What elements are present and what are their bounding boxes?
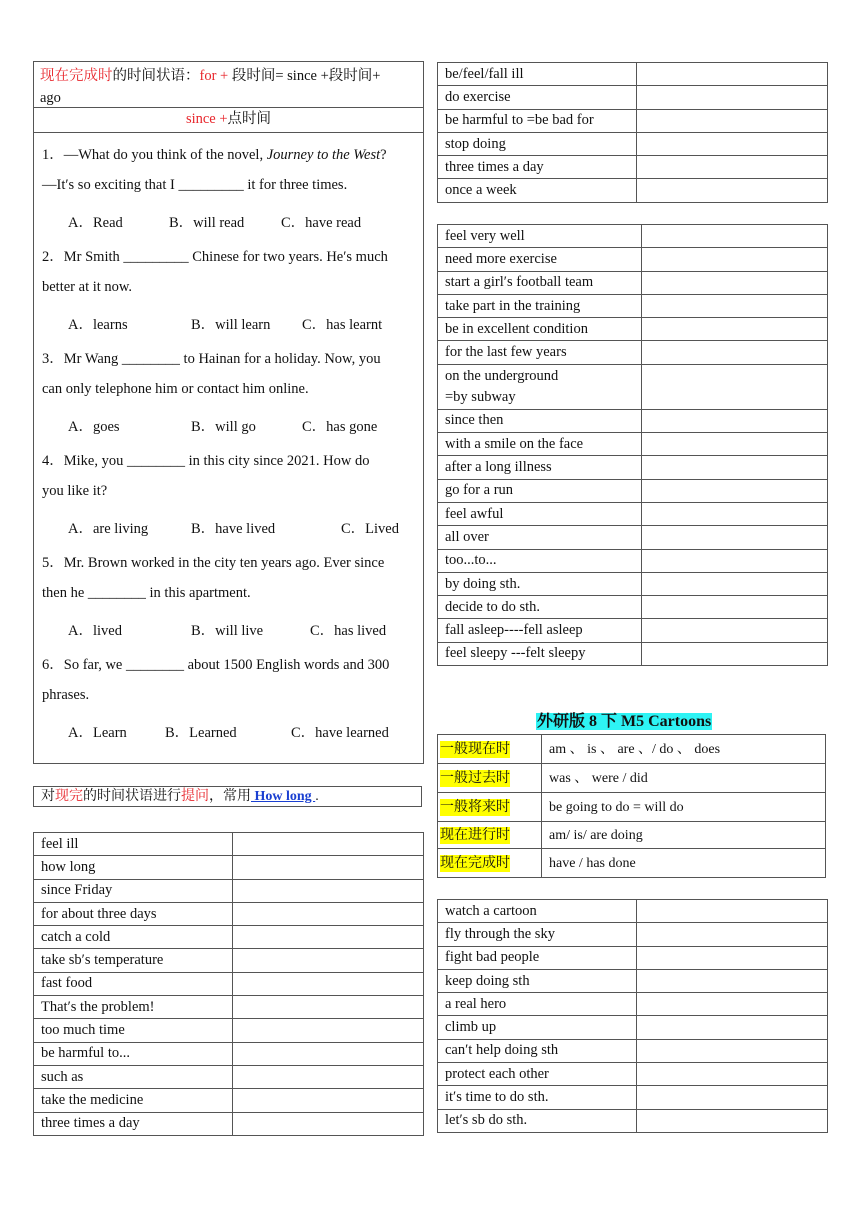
phrase-cell: decide to do sth. [438,596,642,619]
answer-cell[interactable] [642,318,828,341]
option-b[interactable]: B．Learned [165,725,237,741]
answer-cell[interactable] [642,596,828,619]
answer-cell[interactable] [233,902,424,925]
phrase-cell: start a girl′s football team [438,271,642,294]
answer-cell[interactable] [642,225,828,248]
answer-cell[interactable] [233,1042,424,1065]
table-row [34,1065,424,1088]
option-b[interactable]: B．will go [191,419,256,435]
table-row [438,86,828,109]
answer-cell[interactable] [233,949,424,972]
phrase-cell: such as [34,1065,233,1088]
table-row [34,1112,424,1135]
question-5-line-2: then he ________ in this apartment. [42,585,251,601]
phrase-cell: a real hero [438,993,637,1016]
answer-cell[interactable] [637,109,828,132]
right-vocab-table-2 [437,224,828,666]
table-row [34,902,424,925]
option-c[interactable]: C．has learnt [302,317,383,333]
phrase-cell: three times a day [34,1112,233,1135]
question-number: 5． [42,555,64,571]
table-row [34,926,424,949]
table-row [438,526,828,549]
tense-table [437,734,826,878]
answer-cell[interactable] [637,86,828,109]
header-rule: 段时间= since +段时间+ [228,68,381,84]
table-row [34,996,424,1019]
table-row [438,923,828,946]
tense-name: 现在进行时 [440,827,510,843]
phrase-cell: can′t help doing sth [438,1039,637,1062]
phrase-cell: let′s sb do sth. [438,1109,637,1132]
table-row [438,479,828,502]
table-row [438,969,828,992]
table-row [438,409,828,432]
question-text: —What do you think of the novel, [63,147,267,163]
table-row [438,572,828,595]
table-row [438,619,828,642]
answer-cell[interactable] [233,1019,424,1042]
question-3-line-1 [42,347,381,368]
answer-cell[interactable] [637,156,828,179]
phrase-cell: catch a cold [34,926,233,949]
question-text: So far, we ________ about 1500 English words and 300 [63,657,390,673]
question-area [34,133,423,763]
table-row [438,271,828,294]
table-row [438,294,828,317]
answer-cell[interactable] [642,642,828,665]
answer-cell[interactable] [233,1065,424,1088]
phrase-cell: That′s the problem! [34,996,233,1019]
answer-cell[interactable] [642,364,828,409]
answer-cell[interactable] [637,946,828,969]
table-row [438,596,828,619]
answer-cell[interactable] [637,1109,828,1132]
tense-name-cell [438,849,542,878]
answer-cell[interactable] [637,1016,828,1039]
answer-cell[interactable] [642,248,828,271]
question-text: Mr Smith _________ Chinese for two years. He′s much [63,249,388,265]
phrase-cell: feel awful [438,502,642,525]
table-row [438,179,828,202]
table-row [438,364,828,409]
phrase-cell: by doing sth. [438,572,642,595]
grammar-box [33,61,424,764]
right-vocab-table-1 [437,62,828,203]
option-b[interactable]: B．will live [191,623,264,639]
option-c[interactable]: C．have learned [291,725,389,741]
since-label: since + [185,111,228,127]
tense-row [438,822,826,849]
question-number: 1． [42,147,64,163]
tense-name-cell [438,735,542,764]
answer-cell[interactable] [642,526,828,549]
howlong-note [33,786,422,807]
question-4-line-2: you like it? [42,483,108,499]
tense-name: 一般将来时 [440,799,510,815]
answer-cell[interactable] [233,926,424,949]
question-1-line-2: —It′s so exciting that I _________ it for three times. [42,177,348,193]
option-b[interactable]: B．will learn [191,317,271,333]
question-6-line-1 [42,653,389,674]
answer-cell[interactable] [637,63,828,86]
tense-name-cell [438,764,542,793]
table-row [34,856,424,879]
tense-name: 现在完成时 [440,855,510,871]
table-row [34,833,424,856]
grammar-header [34,62,423,108]
since-text: 点时间 [227,111,272,127]
answer-cell[interactable] [233,1089,424,1112]
table-row [438,502,828,525]
option-a[interactable]: A．learns [68,317,128,333]
table-row [438,1086,828,1109]
module-title [536,711,712,733]
option-c[interactable]: C．has lived [310,623,387,639]
table-row [438,549,828,572]
phrase-cell: take the medicine [34,1089,233,1112]
table-row [438,900,828,923]
answer-cell[interactable] [642,479,828,502]
table-row [438,1063,828,1086]
table-row [438,1109,828,1132]
module-title-text: 外研版 8 下 M5 Cartoons [537,713,712,730]
tense-name: 一般现在时 [440,741,510,757]
answer-cell[interactable] [637,993,828,1016]
tense-name: 现在完成时 [40,68,113,84]
phrase-cell: climb up [438,1016,637,1039]
phrase-cell: three times a day [438,156,637,179]
question-text: ? [380,147,387,163]
phrase-cell: it′s time to do sth. [438,1086,637,1109]
option-a[interactable]: A．Read [68,215,123,231]
option-c[interactable]: C．Lived [341,521,399,537]
answer-cell[interactable] [637,1063,828,1086]
answer-cell[interactable] [233,972,424,995]
answer-cell[interactable] [637,179,828,202]
question-4-line-1 [42,449,369,470]
question-3-line-2: can only telephone him or contact him online. [42,381,309,397]
phrase-cell: with a smile on the face [438,433,642,456]
phrase-line: on the underground [445,367,559,384]
answer-cell[interactable] [637,923,828,946]
question-text: Mr Wang ________ to Hainan for a holiday. Now, you [63,351,381,367]
table-row [438,225,828,248]
tense-form: am 、 is 、 are 、/ do 、 does [542,735,826,764]
phrase-cell: fast food [34,972,233,995]
phrase-line: =by subway [445,388,516,405]
answer-cell[interactable] [642,341,828,364]
table-row [438,946,828,969]
left-vocab-table [33,832,424,1136]
table-row [34,1089,424,1112]
phrase-cell: be/feel/fall ill [438,63,637,86]
answer-cell[interactable] [642,549,828,572]
option-a[interactable]: A．goes [68,419,120,435]
table-row [34,879,424,902]
phrase-cell: for about three days [34,902,233,925]
phrase-cell: feel very well [438,225,642,248]
option-a[interactable]: A．are living [68,521,149,537]
phrase-cell: watch a cartoon [438,900,637,923]
answer-cell[interactable] [642,572,828,595]
answer-cell[interactable] [637,1086,828,1109]
phrase-cell: for the last few years [438,341,642,364]
answer-cell[interactable] [637,900,828,923]
answer-cell[interactable] [642,619,828,642]
how-long-link[interactable]: How long [251,789,316,804]
table-row [438,993,828,1016]
question-1-line-1 [42,143,387,164]
phrase-cell: take sb′s temperature [34,949,233,972]
phrase-cell: since then [438,409,642,432]
answer-cell[interactable] [637,969,828,992]
answer-cell[interactable] [642,409,828,432]
table-row [438,642,828,665]
tense-name-cell [438,822,542,849]
tense-row [438,764,826,793]
option-b[interactable]: B．have lived [191,521,276,537]
question-text: Mr. Brown worked in the city ten years ago. Ever since [63,555,385,571]
question-number: 3． [42,351,64,367]
note-red-1: 现完 [55,789,83,804]
table-row [438,109,828,132]
table-row [438,1016,828,1039]
table-row [34,1019,424,1042]
phrase-cell: feel sleepy ---felt sleepy [438,642,642,665]
phrase-cell: after a long illness [438,456,642,479]
tense-name: 一般过去时 [440,770,510,786]
tense-row [438,735,826,764]
phrase-cell: go for a run [438,479,642,502]
answer-cell[interactable] [642,294,828,317]
phrase-cell: keep doing sth [438,969,637,992]
table-row [438,341,828,364]
answer-cell[interactable] [642,456,828,479]
phrase-cell: feel ill [34,833,233,856]
phrase-cell: take part in the training [438,294,642,317]
phrase-cell: once a week [438,179,637,202]
answer-cell[interactable] [637,1039,828,1062]
question-number: 2． [42,249,64,265]
phrase-cell: too much time [34,1019,233,1042]
phrase-cell: fall asleep----fell asleep [438,619,642,642]
phrase-cell: need more exercise [438,248,642,271]
question-number: 4． [42,453,64,469]
phrase-cell: how long [34,856,233,879]
table-row [438,63,828,86]
tense-form: was 、 were / did [542,764,826,793]
phrase-cell: stop doing [438,132,637,155]
table-row [438,248,828,271]
table-row [438,156,828,179]
table-row [438,132,828,155]
note-red-2: 提问 [181,789,209,804]
phrase-cell: all over [438,526,642,549]
table-row [438,1039,828,1062]
note-text: ，常用 [209,789,251,804]
question-number: 6． [42,657,64,673]
table-row [34,949,424,972]
table-row [438,456,828,479]
option-b[interactable]: B．will read [169,215,245,231]
phrase-cell: be in excellent condition [438,318,642,341]
phrase-cell [438,364,642,409]
table-row [438,318,828,341]
phrase-cell: protect each other [438,1063,637,1086]
answer-cell[interactable] [233,879,424,902]
table-row [34,972,424,995]
since-row [34,108,423,133]
question-text: Mike, you ________ in this city since 2021. How do [63,453,370,469]
option-c[interactable]: C．have read [281,215,362,231]
question-2-line-2: better at it now. [42,279,133,295]
answer-cell[interactable] [233,856,424,879]
answer-cell[interactable] [642,502,828,525]
tense-form: have / has done [542,849,826,878]
phrase-cell: be harmful to =be bad for [438,109,637,132]
phrase-cell: do exercise [438,86,637,109]
option-c[interactable]: C．has gone [302,419,378,435]
phrase-cell: fight bad people [438,946,637,969]
option-a[interactable]: A．lived [68,623,122,639]
table-row [34,1042,424,1065]
header-text: 的时间状语： [112,68,200,84]
tense-form: am/ is/ are doing [542,822,826,849]
answer-cell[interactable] [233,996,424,1019]
question-6-line-2: phrases. [42,687,90,703]
table-row [438,433,828,456]
option-a[interactable]: A．Learn [68,725,127,741]
for-label: for + [199,68,229,84]
note-end: . [315,789,319,804]
phrase-cell: fly through the sky [438,923,637,946]
phrase-cell: be harmful to... [34,1042,233,1065]
tense-form: be going to do = will do [542,793,826,822]
tense-name-cell [438,793,542,822]
answer-cell[interactable] [233,833,424,856]
answer-cell[interactable] [642,271,828,294]
tense-row [438,849,826,878]
phrase-cell: too...to... [438,549,642,572]
right-vocab-table-3 [437,899,828,1133]
phrase-cell: since Friday [34,879,233,902]
note-text: 的时间状语进行 [83,789,181,804]
book-title: Journey to the West [266,147,381,163]
tense-row [438,793,826,822]
answer-cell[interactable] [233,1112,424,1135]
question-2-line-1 [42,245,388,266]
header-ago: ago [40,90,61,106]
answer-cell[interactable] [642,433,828,456]
answer-cell[interactable] [637,132,828,155]
note-text: 对 [41,789,55,804]
question-5-line-1 [42,551,384,572]
